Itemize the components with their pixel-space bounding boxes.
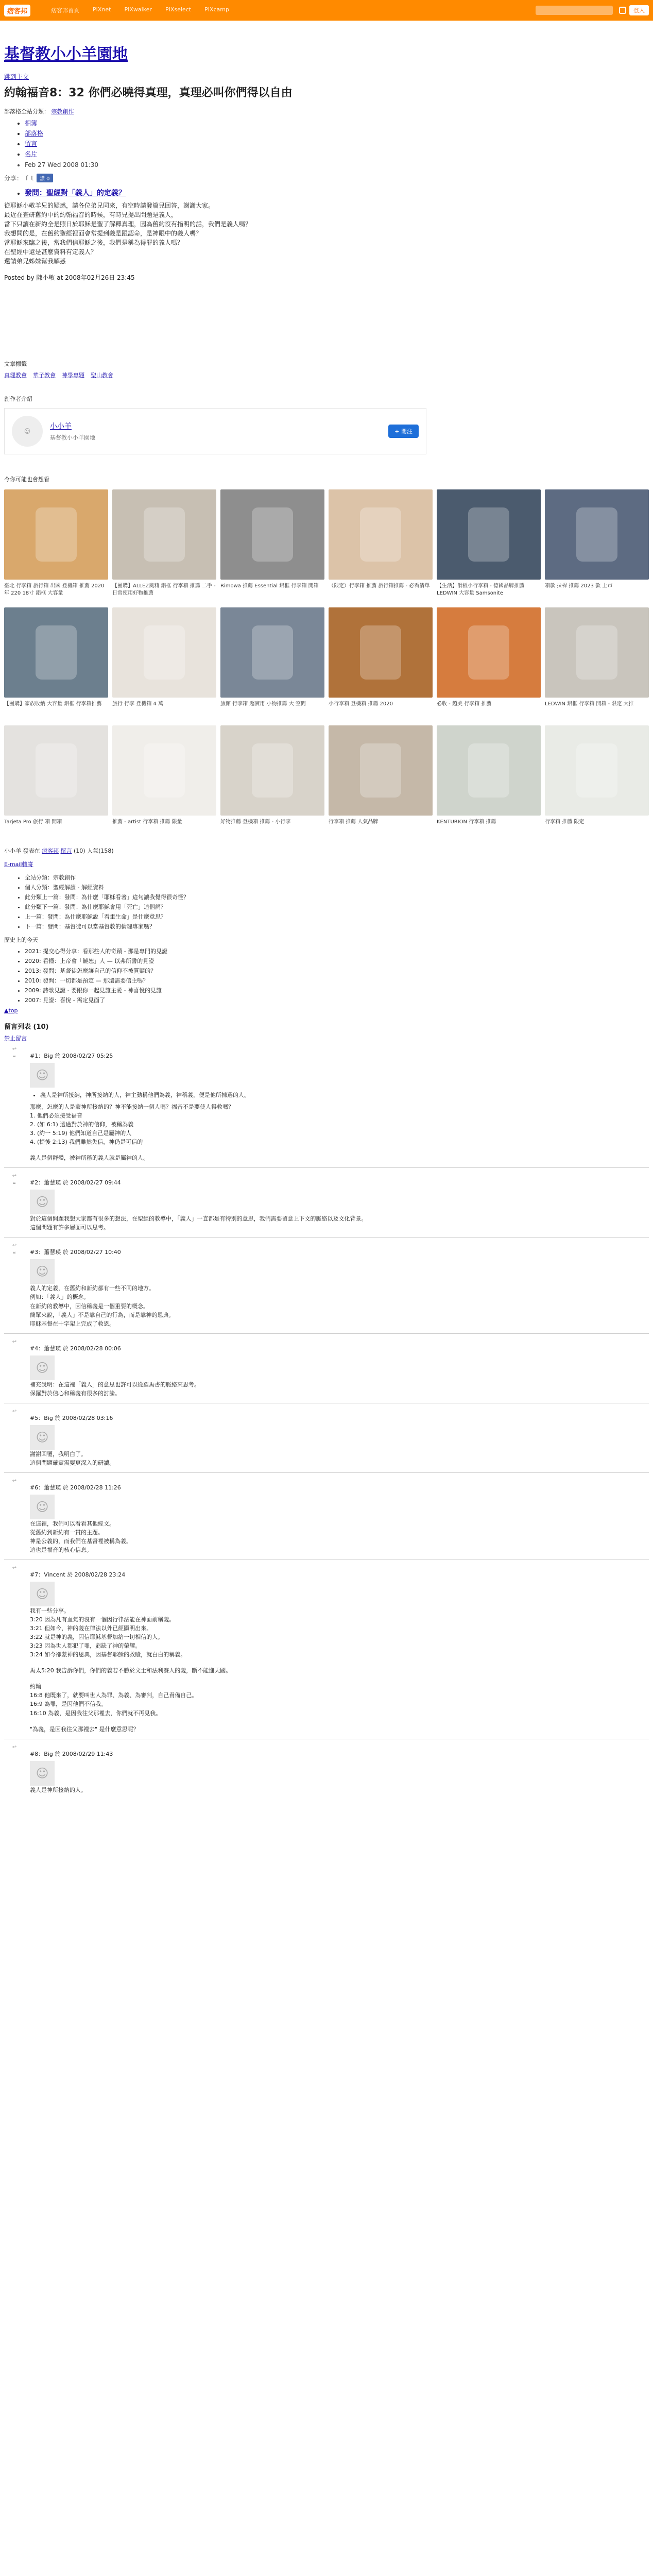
- comment-line: 簡單來說，「義人」不是靠自己的行為，而是靠神的恩典。: [30, 1311, 175, 1318]
- comment-line: "為義，是因我往父那裡去" 是什麼意思呢？: [30, 1725, 139, 1733]
- comment-header: #8：Big 於 2008/02/29 11:43: [30, 1750, 113, 1757]
- like-button[interactable]: 讚 0: [37, 174, 53, 182]
- author-block: [4, 408, 426, 454]
- ad-card[interactable]: [220, 607, 324, 721]
- commenter-avatar: ☺: [30, 1259, 55, 1284]
- top-nav-item[interactable]: PIXnet: [93, 6, 111, 13]
- commenter-avatar: ☺: [30, 1425, 55, 1450]
- post-subtitle[interactable]: 發問：聖經對「義人」的定義？: [25, 189, 126, 197]
- comment: [4, 1046, 649, 1162]
- ad-card[interactable]: [4, 607, 108, 721]
- ad-caption: LEDWIN 鋁框 行李箱 開箱 - 限定 大推: [545, 701, 634, 707]
- ad-caption: 旅館 行李箱 超實用 小物推薦 大 空間: [220, 701, 306, 707]
- reply-icon[interactable]: ↩: [12, 1478, 17, 1484]
- comment-line: 補充說明：在這裡「義人」的意思也許可以從羅馬書的脈絡來思考。: [30, 1381, 200, 1388]
- reply-icon[interactable]: ↩: [12, 1338, 17, 1345]
- post-paragraph: 最近在查研舊約中的約翰福音的時候，有時兄提出問題是義人，: [4, 211, 178, 218]
- history-item[interactable]: • 2009: 詩歌見證 - 要跟你一起見證主愛 - 神喜悅的見證: [25, 986, 649, 994]
- ad-card[interactable]: [112, 607, 216, 721]
- site-logo[interactable]: 痞客邦: [4, 5, 30, 16]
- quote-icon[interactable]: ❝: [13, 1251, 16, 1258]
- category-link[interactable]: 宗教創作: [51, 108, 74, 115]
- comment: [4, 1409, 649, 1467]
- ad-grid: [4, 489, 649, 839]
- top-bar: [0, 0, 653, 21]
- comment-line: 3:20 因為凡有血氣的沒有一個因行律法能在神面前稱義。: [30, 1616, 175, 1623]
- post-paragraph: 還請弟兄姊妹幫我解惑: [4, 258, 66, 265]
- category-line: [4, 107, 649, 115]
- comment-line: 那麼，怎麼的人是蒙神所接納的？神不能接納一個人嗎？福音不是要使人得救嗎？: [30, 1104, 234, 1111]
- comment-line: 3:23 因為世人都犯了罪，虧缺了神的榮耀。: [30, 1642, 141, 1650]
- comment-line: 1. 他們必須接受福音: [30, 1112, 82, 1120]
- comment-line: 在新約的教導中，因信稱義是一個重要的概念。: [30, 1302, 149, 1310]
- meta-item[interactable]: • 此分類上一篇：發問：為什麼「耶穌看著」這句讓我覺得很奇怪？: [25, 893, 649, 901]
- comment: [4, 1478, 649, 1554]
- post-paragraph: 當耶穌來臨之後，當我們信耶穌之後，我們是稱為得罪的義人嗎？: [4, 239, 184, 246]
- post-paragraph: 在聖經中還是甚麼資料有定義人？: [4, 248, 97, 256]
- meta-item: • 全站分類：宗教創作: [25, 873, 649, 882]
- twitter-icon[interactable]: t: [31, 174, 33, 182]
- comment-line: 保羅對於信心和稱義有很多的討論。: [30, 1389, 121, 1397]
- comment-header: #3：蕭慧瑛 於 2008/02/27 10:40: [30, 1249, 121, 1256]
- reply-icon[interactable]: ↩: [12, 1243, 17, 1249]
- comment-line: 3. (約一 5:19) 他們知道自己是屬神的人: [30, 1130, 132, 1137]
- post-paragraph: 我想問的是，在舊約聖經裡面會常提到義是跟認命，是神眼中的義人嗎？: [4, 230, 202, 237]
- tag-link[interactable]: 聖山教會: [91, 372, 113, 379]
- ad-caption: 好物推薦 登機箱 推薦 - 小行李: [220, 819, 291, 825]
- ad-card[interactable]: [4, 489, 108, 603]
- blog-nav: [4, 118, 649, 158]
- reply-icon[interactable]: ↩: [12, 1565, 17, 1571]
- quote-icon[interactable]: ❝: [13, 1182, 16, 1188]
- comment-header: #4：蕭慧瑛 於 2008/02/28 00:06: [30, 1345, 121, 1352]
- reply-icon[interactable]: ↩: [12, 1173, 17, 1179]
- comment-line: 16:10 為義，是因我往父那裡去，你們就不再見我。: [30, 1709, 162, 1717]
- ad-caption: 行李箱 推薦 限定: [545, 819, 585, 825]
- top-search-input[interactable]: [536, 6, 613, 15]
- comment-line: • 義人是神所接納，神所接納的人，神主動稱他們為義，神稱義，便是他所揀選的人。: [40, 1091, 649, 1099]
- login-button[interactable]: 登入: [629, 5, 649, 15]
- ad-card[interactable]: [545, 489, 649, 603]
- back-to-top-link[interactable]: ▲top: [4, 1007, 18, 1014]
- author-label: 創作者介紹: [4, 396, 32, 402]
- comment-line: 4. (提後 2:13) 我們雖然失信，神仍是可信的: [30, 1139, 143, 1146]
- comment: [4, 1243, 649, 1328]
- meta-list: [4, 873, 649, 930]
- comment-line: 神是公義的，而我們在基督裡被稱為義。: [30, 1537, 132, 1545]
- reply-icon[interactable]: ↩: [12, 1046, 17, 1052]
- history-item[interactable]: • 2021: 提交心得分享：看那些人的奇蹟 - 那是專門的見證: [25, 947, 649, 955]
- comment-line: 謝謝回覆，我明白了。: [30, 1450, 87, 1458]
- ad-caption: KENTURION 行李箱 推薦: [437, 819, 496, 825]
- post-title: 約翰福音8：32 你們必曉得真理，真理必叫你們得以自由: [4, 87, 293, 99]
- ad-caption: 【生活】滑板小行李箱 - 德國品牌推薦 LEDWIN 大容量 Samsonite: [437, 583, 524, 596]
- ad-card[interactable]: [4, 725, 108, 839]
- tag-link[interactable]: 神學專題: [62, 372, 84, 379]
- post-date: • Feb 27 Wed 2008 01:30: [25, 161, 649, 168]
- comment-line: 這個問題確實需要更深入的研讀。: [30, 1459, 115, 1466]
- comment-line: 我有一些分享。: [30, 1607, 70, 1615]
- ad-card[interactable]: [329, 607, 433, 721]
- post-date-list: [4, 161, 649, 168]
- comment: [4, 1744, 649, 1794]
- comment-line: 耶穌基督在十字架上完成了救恩。: [30, 1320, 115, 1327]
- tag-link[interactable]: 華子教會: [33, 372, 56, 379]
- disable-comments-link[interactable]: 禁止留言: [4, 1035, 27, 1042]
- meta-item: • 個人分類：聖經解讀 - 解經資料: [25, 883, 649, 891]
- comment-line: 義人是個群體，被神所稱的義人就是屬神的人。: [30, 1155, 149, 1162]
- commenter-avatar: ☺: [30, 1063, 55, 1088]
- history-item[interactable]: • 2020: 看懂：上帝會「饒恕」人 — 以弗所書的見證: [25, 957, 649, 965]
- history-item[interactable]: • 2013: 發問：基督徒怎麼讓自己的信仰不被質疑的？: [25, 967, 649, 975]
- history-label: 歷史上的今天: [4, 937, 38, 943]
- history-list: [4, 947, 649, 1004]
- ad-card[interactable]: [220, 725, 324, 839]
- comment-line: 16:9 為罪，是因他們不信我。: [30, 1701, 107, 1708]
- comment-line: 對於這個問題我想大家都有很多的想法，在聖經的教導中，「義人」一直都是有特別的意思，我們需要留意上下文的脈絡以及文化背景。: [30, 1215, 367, 1223]
- nav-profile[interactable]: 名片: [25, 150, 38, 158]
- commenter-avatar: ☺: [30, 1190, 55, 1214]
- top-nav-item[interactable]: 痞客邦首頁: [51, 7, 80, 14]
- meta-comments-info: (10) 人氣(158): [74, 848, 114, 854]
- top-nav-item[interactable]: PIXwalker: [124, 6, 152, 13]
- blog-title[interactable]: 基督教小小羊園地: [4, 45, 128, 63]
- reply-icon[interactable]: ↩: [12, 1744, 17, 1750]
- nav-blog[interactable]: 部落格: [25, 130, 44, 137]
- ad-caption: 小行李箱 登機箱 推薦 2020: [329, 701, 393, 707]
- ad-card[interactable]: [329, 725, 433, 839]
- ad-card[interactable]: [112, 725, 216, 839]
- commenter-avatar: ☺: [30, 1355, 55, 1380]
- tags-list: [4, 371, 649, 379]
- notification-icon[interactable]: [619, 7, 626, 14]
- meta-author: 小小羊 發表在: [4, 848, 40, 854]
- ad-card[interactable]: [437, 489, 541, 603]
- comment-line: 這也是福音的核心信息。: [30, 1546, 92, 1553]
- ad-card[interactable]: [437, 725, 541, 839]
- ad-card[interactable]: [220, 489, 324, 603]
- share-label: 分享：: [4, 175, 23, 182]
- comment-header: #6：蕭慧瑛 於 2008/02/28 11:26: [30, 1484, 121, 1491]
- meta-author-line: [4, 846, 649, 855]
- comment: [4, 1173, 649, 1232]
- comment-line: 在這裡，我們可以看看其他經文。: [30, 1520, 115, 1527]
- facebook-icon[interactable]: f: [26, 174, 28, 182]
- meta-category-link[interactable]: 痞客邦: [42, 848, 59, 854]
- commenter-avatar: ☺: [30, 1495, 55, 1519]
- commenter-avatar: ☺: [30, 1582, 55, 1606]
- ad-caption: （限定）行李箱 推薦 旅行箱推薦 - 必看清單: [329, 583, 430, 589]
- comment-line: 義人是神所接納的人。: [30, 1786, 87, 1793]
- meta-comments-link[interactable]: 留言: [60, 848, 72, 854]
- comment-line: 16:8 他既來了，就要叫世人為罪、為義、為審判，自己責備自己。: [30, 1692, 198, 1699]
- ad-card[interactable]: [329, 489, 433, 603]
- ad-caption: 臺北 行李箱 旅行箱 出國 登機箱 推薦 2020 年 220 18寸 鋁框 大容量: [4, 583, 105, 596]
- history-item[interactable]: • 2007: 見證：喜悅 - 需定見面了: [25, 996, 649, 1004]
- ad-caption: 【團購】家族收納 大容量 鋁框 行李箱推薦: [4, 701, 102, 707]
- ad-caption: 推薦 - artist 行李箱 推薦 限量: [112, 819, 182, 825]
- comment-line: 從舊約到新約有一貫的主題。: [30, 1529, 104, 1536]
- comment: [4, 1565, 649, 1734]
- commenter-avatar: ☺: [30, 1761, 55, 1786]
- reply-icon[interactable]: ↩: [12, 1408, 17, 1414]
- ad-card[interactable]: [112, 489, 216, 603]
- post-body: [4, 201, 649, 282]
- comment-line: 3:24 如今卻蒙神的恩典，因基督耶穌的救贖，就白白的稱義。: [30, 1651, 186, 1658]
- posted-by: Posted by 陳小敏 at 2008年02月26日 23:45: [4, 274, 135, 281]
- history-item[interactable]: • 2010: 發問：一切都是預定 — 那還需要信主嗎？: [25, 976, 649, 985]
- quote-icon[interactable]: ❝: [13, 1055, 16, 1061]
- tag-link[interactable]: 真理教會: [4, 372, 27, 379]
- comment-line: 2. (如 6:1) 透過對於神的信仰，被稱為義: [30, 1121, 134, 1128]
- share-row: [4, 174, 649, 182]
- comment: [4, 1339, 649, 1398]
- ad-heading: 今你可能也會想看: [4, 476, 49, 483]
- author-blog-name: 基督教小小羊園地: [50, 434, 95, 441]
- comment-line: 3:21 但如今，神的義在律法以外已經顯明出來。: [30, 1625, 152, 1632]
- comment-header: #5：Big 於 2008/02/28 03:16: [30, 1414, 113, 1421]
- ad-caption: Rimowa 推薦 Essential 鋁框 行李箱 開箱: [220, 583, 319, 589]
- meta-item[interactable]: • 此分類下一篇：發問：為什麼耶穌會用「死亡」這個詞？: [25, 903, 649, 911]
- top-nav: [51, 6, 229, 14]
- nav-album[interactable]: 相簿: [25, 120, 38, 127]
- author-avatar[interactable]: ☺: [12, 416, 43, 447]
- comment-line: 義人的定義，在舊約和新約都有一些不同的地方。: [30, 1285, 154, 1292]
- ad-caption: 旅行 行李 登機箱 4 萬: [112, 701, 164, 707]
- top-nav-item[interactable]: PIXcamp: [204, 6, 229, 13]
- post-paragraph: 當下只讀在新約全是照日於耶穌是聖了解釋真理，因為舊約沒有指明的話，我們是義人嗎？: [4, 221, 252, 228]
- ad-card[interactable]: [437, 607, 541, 721]
- ad-card[interactable]: [545, 725, 649, 839]
- ad-caption: 行李箱 推薦 人氣品牌: [329, 819, 379, 825]
- comment-header: #7：Vincent 於 2008/02/28 23:24: [30, 1571, 126, 1579]
- top-nav-item[interactable]: PIXselect: [165, 6, 192, 13]
- ad-card[interactable]: [545, 607, 649, 721]
- comment-line: 約翰: [30, 1683, 41, 1690]
- ad-caption: 【團購】ALLEZ奧莉 鋁框 行李箱 推薦 二手 - 日常使用好物推薦: [112, 583, 216, 596]
- ad-caption: 箱款 拉桿 推薦 2023 款 上市: [545, 583, 613, 589]
- comment-line: 這個問題有許多層面可以思考。: [30, 1224, 109, 1231]
- subtitle-list: [4, 188, 649, 198]
- skip-to-main-link[interactable]: 跳到主文: [4, 73, 29, 80]
- comment-line: 馬太5:20 我告訴你們，你們的義若不勝於文士和法利賽人的義，斷不能進天國。: [30, 1667, 232, 1674]
- tags-label: 文章標籤: [4, 361, 27, 367]
- comment-line: 例如：「義人」的概念。: [30, 1294, 90, 1301]
- meta-item[interactable]: • 下一篇：發問：基督徒可以當基督教的倫理專家嗎？: [25, 922, 649, 930]
- post-paragraph: 從耶穌小敬羊兄的疑惑，請各位弟兄同來，有空時請發篇兒回答，謝謝大家。: [4, 202, 215, 209]
- author-name[interactable]: 小小羊: [50, 422, 72, 431]
- comment-line: 3:22 就是神的義，因信耶穌基督加給一切相信的人。: [30, 1634, 164, 1641]
- comments-title: 留言列表 (10): [4, 1023, 49, 1031]
- ad-caption: 必收 - 超美 行李箱 推薦: [437, 701, 492, 707]
- meta-item[interactable]: • 上一篇：發問：為什麼耶穌說「看重生命」是什麼意思？: [25, 912, 649, 921]
- comment-header: #2：蕭慧瑛 於 2008/02/27 09:44: [30, 1179, 121, 1187]
- comment-header: #1：Big 於 2008/02/27 05:25: [30, 1053, 113, 1059]
- email-forward-link[interactable]: E-mail轉寄: [4, 861, 33, 868]
- category-prefix: 部落格全站分類：: [4, 108, 49, 115]
- ad-caption: Tarjeta Pro 旅行 箱 開箱: [4, 819, 62, 825]
- nav-guestbook[interactable]: 留言: [25, 140, 38, 147]
- follow-button[interactable]: + 關注: [388, 425, 419, 438]
